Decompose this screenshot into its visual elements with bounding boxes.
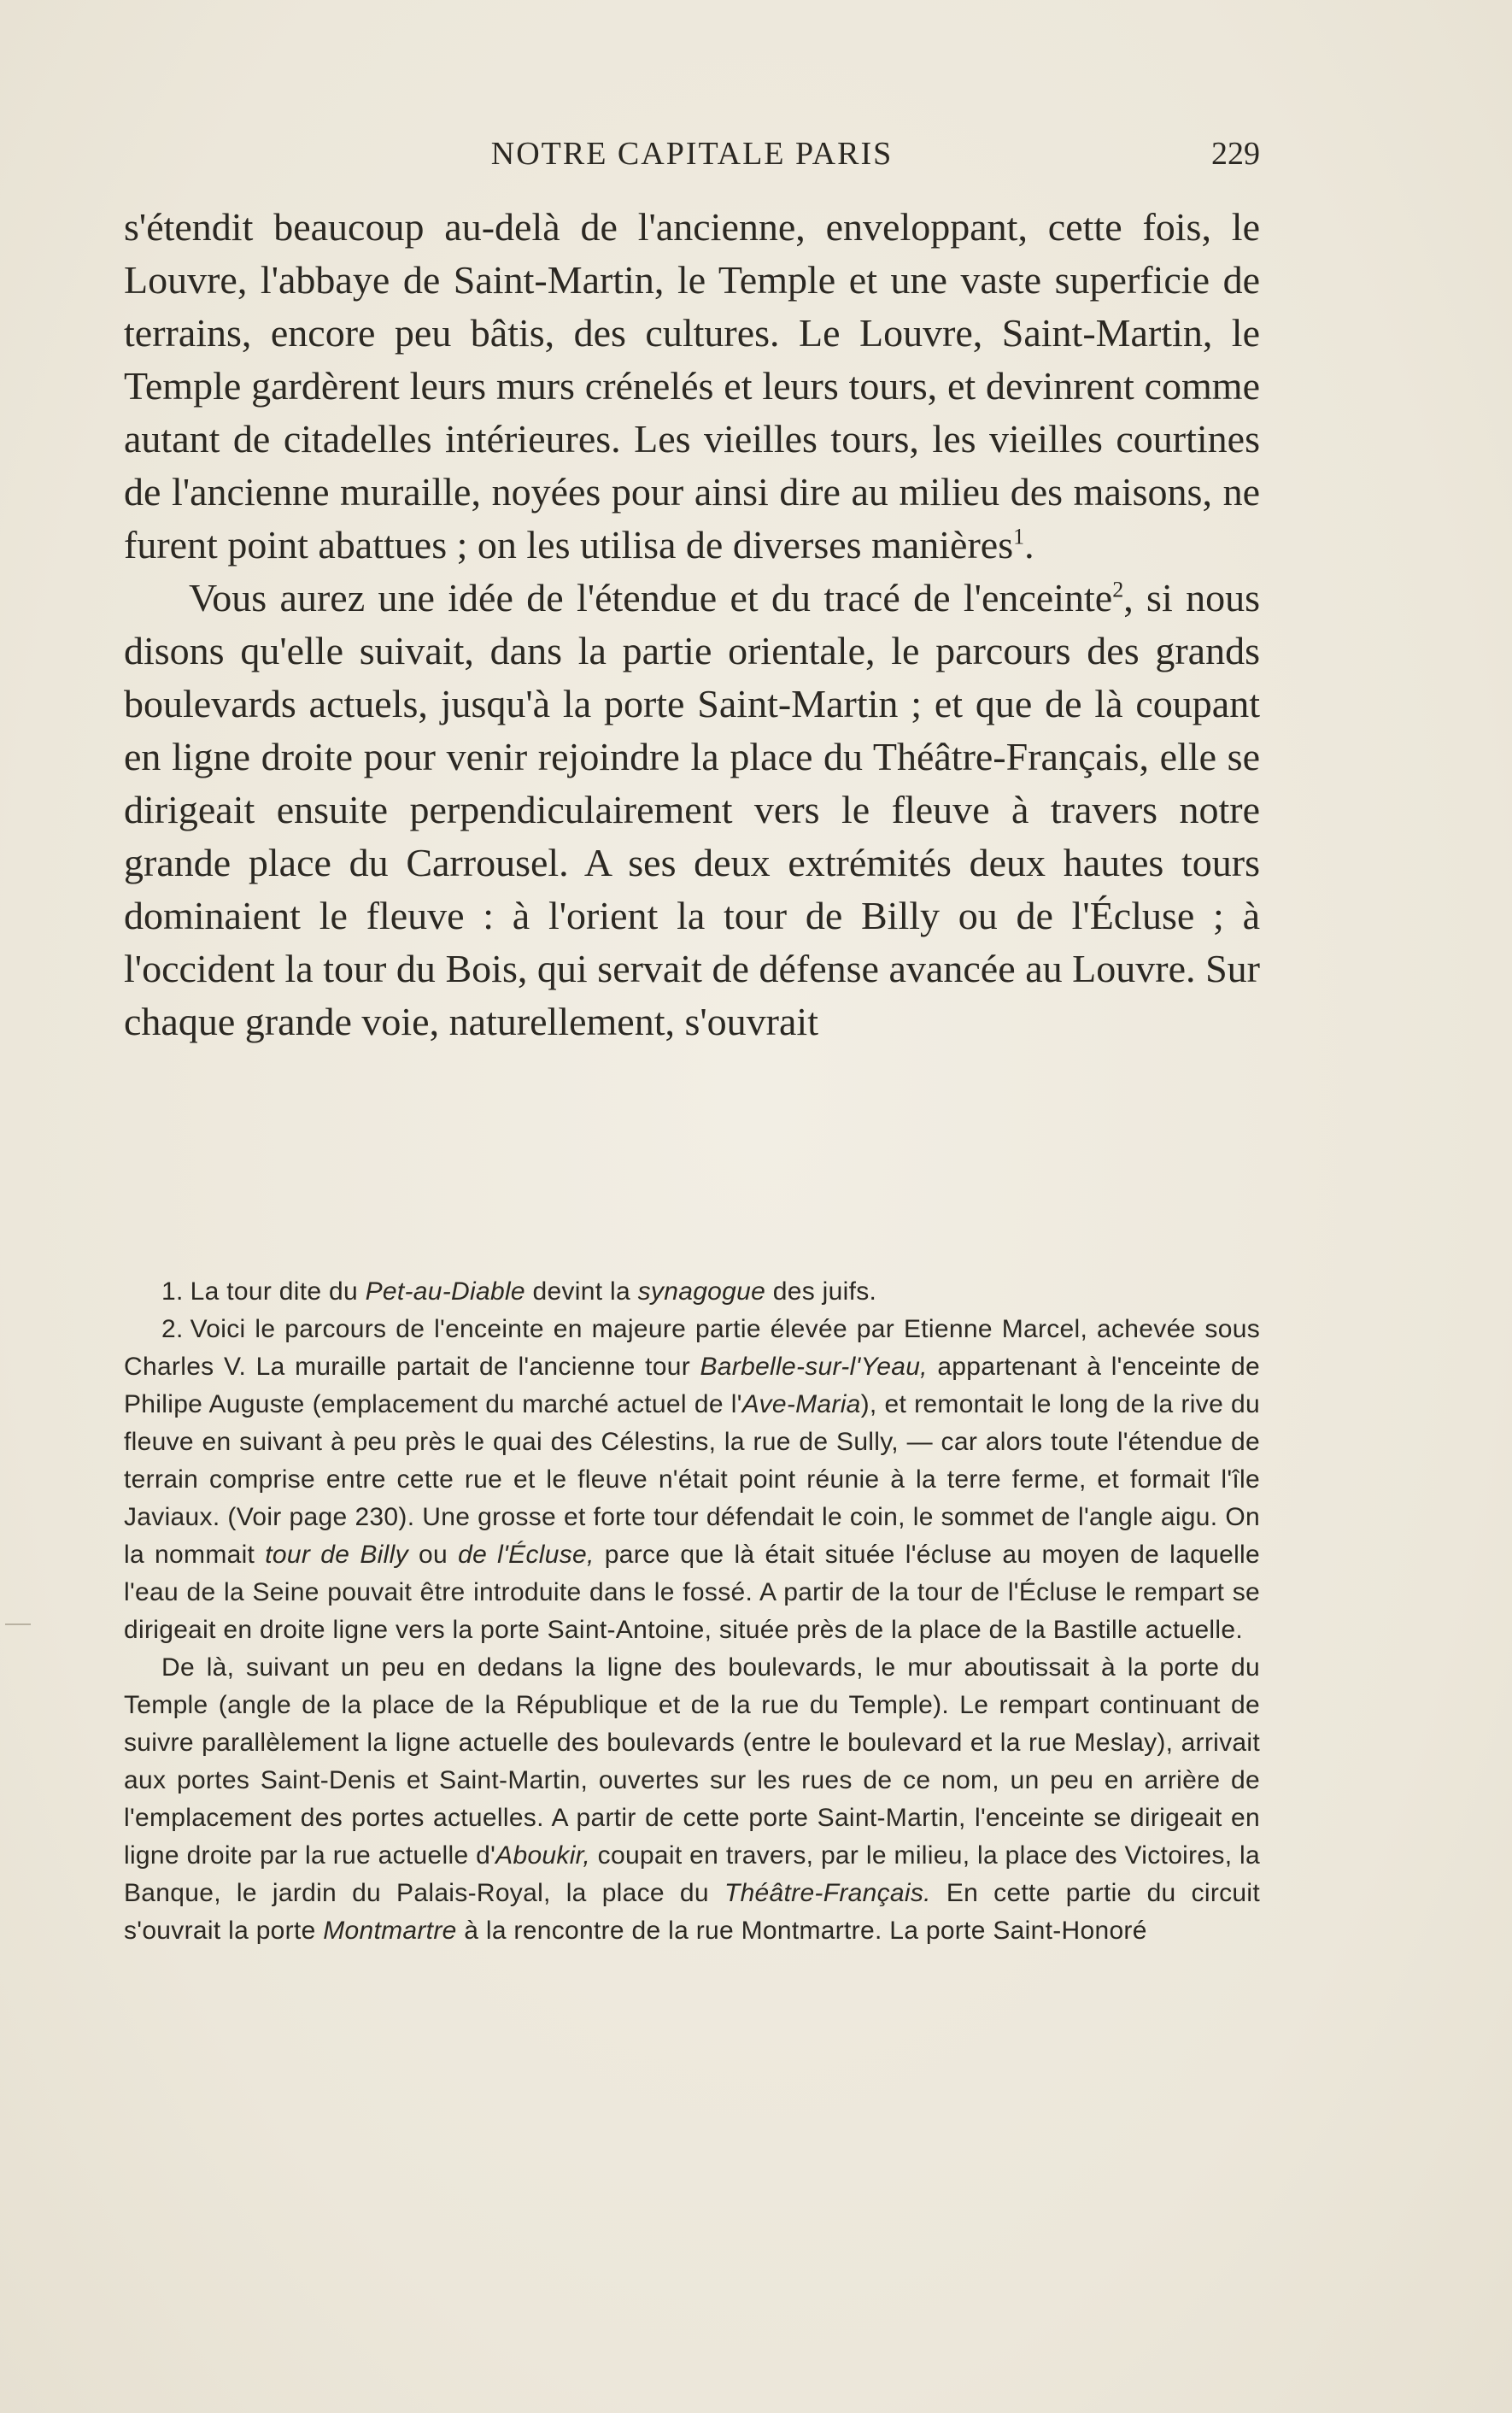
main-text xyxy=(124,201,1260,1048)
footnote-2-cont-text: En cette partie du circuit s'ouvrait la porte xyxy=(124,1879,1261,1945)
page-number: 229 xyxy=(1211,136,1260,172)
footnote-2-italic: Barbelle-sur-l'Yeau, xyxy=(700,1353,928,1381)
footnote-2-italic: de l'Écluse, xyxy=(458,1541,595,1569)
footnote-1 xyxy=(124,1273,1260,1311)
footnote-2-italic: tour de Billy xyxy=(265,1541,408,1569)
footnote-2-text: Voici le parcours de l'enceinte en majeure partie élevée par Etienne Marcel, achevée sous Charles V. La muraille partait de l'ancienne tour xyxy=(124,1315,1260,1381)
footnote-1-italic: Pet-au-Diable xyxy=(365,1277,525,1306)
footnote-2-text: parce que là était située l'écluse au moyen de laquelle l'eau de la Seine pouvait être introduite dans le fossé. A partir de la tour de l'Écluse le rempart se dirigeait en droite ligne vers la porte Saint-Antoine, située près de la place de la Bastille actuelle. xyxy=(124,1541,1260,1644)
margin-mark xyxy=(5,1623,31,1625)
footnote-2-cont-italic: Aboukir, xyxy=(495,1841,590,1870)
footnote-2-text: ou xyxy=(407,1541,459,1569)
footnote-2-cont-italic: Théâtre-Français. xyxy=(724,1879,931,1907)
footnote-1-text: devint la xyxy=(525,1277,638,1306)
running-title: NOTRE CAPITALE PARIS xyxy=(490,136,894,172)
footnote-2-italic: Ave-Maria xyxy=(741,1390,861,1418)
footnote-2-marker: 2. xyxy=(161,1315,184,1343)
footnote-2-text: ), et remontait le long de la rive du fleuve en suivant à peu près le quai des Célestins, la rue de Sully, — car alors toute l'étendue de terrain comprise entre cette rue et le fleuve n'était point réunie à la terre ferme, et formait l'île Javiaux. (Voir page 230). Une grosse et forte tour défendait le coin, le sommet de l'angle aigu. On la nommait xyxy=(124,1390,1260,1569)
footnote-2-text: appartenant à l'enceinte de Philipe Auguste (emplacement du marché actuel de l' xyxy=(124,1353,1260,1418)
footnotes xyxy=(124,1273,1260,1950)
paragraph-1-end: . xyxy=(1024,523,1034,567)
paragraph-1 xyxy=(124,201,1260,572)
paragraph-2 xyxy=(124,572,1260,1048)
page-header xyxy=(124,135,1260,178)
footnote-ref-1: 1 xyxy=(1013,524,1025,549)
paragraph-2-text-start: Vous aurez une idée de l'étendue et du tracé de l'enceinte xyxy=(189,576,1113,619)
footnote-2 xyxy=(124,1311,1260,1649)
footnote-2-cont-italic: Montmartre xyxy=(323,1917,457,1945)
footnote-1-text: La tour dite du xyxy=(190,1277,366,1306)
footnote-2-continuation xyxy=(124,1649,1260,1950)
paragraph-1-text: s'étendit beaucoup au-delà de l'ancienne, enveloppant, cette fois, le Louvre, l'abbaye de Saint-Martin, le Temple et une vaste superficie de terrains, encore peu bâtis, des cultures. Le Louvre, Saint-Martin, le Temple gardèrent leurs murs crénelés et leurs tours, et devinrent comme autant de citadelles intérieures. Les vieilles tours, les vieilles courtines de l'ancienne muraille, noyées pour ainsi dire au milieu des maisons, ne furent point abattues ; on les utilisa de diverses manières xyxy=(124,205,1260,567)
footnote-ref-2: 2 xyxy=(1112,577,1124,602)
footnote-2-cont-text: à la rencontre de la rue Montmartre. La porte Saint-Honoré xyxy=(456,1917,1147,1945)
footnote-1-text: des juifs. xyxy=(765,1277,877,1306)
footnote-1-marker: 1. xyxy=(161,1277,184,1306)
paragraph-2-text-rest: , si nous disons qu'elle suivait, dans la partie orientale, le parcours des grands boulevards actuels, jusqu'à la porte Saint-Martin ; et que de là coupant en ligne droite pour venir rejoindre la place du Théâtre-Français, elle se dirigeait ensuite perpendiculairement vers le fleuve à travers notre grande place du Carrousel. A ses deux extrémités deux hautes tours dominaient le fleuve : à l'orient la tour de Billy ou de l'Écluse ; à l'occident la tour du Bois, qui servait de défense avancée au Louvre. Sur chaque grande voie, naturellement, s'ouvrait xyxy=(124,576,1260,1043)
footnote-1-italic: synagogue xyxy=(637,1277,766,1306)
footnote-2-cont-text: coupait en travers, par le milieu, la place des Victoires, la Banque, le jardin du Palais-Royal, la place du xyxy=(124,1841,1260,1907)
footnote-2-cont-text: De là, suivant un peu en dedans la ligne des boulevards, le mur aboutissait à la porte du Temple (angle de la place de la République et de la rue du Temple). Le rempart continuant de suivre parallèlement la ligne actuelle des boulevards (entre le boulevard et la rue Meslay), arrivait aux portes Saint-Denis et Saint-Martin, ouvertes sur les rues de ce nom, un peu en arrière de l'emplacement des portes actuelles. A partir de cette porte Saint-Martin, l'enceinte se dirigeait en ligne droite par la rue actuelle d' xyxy=(124,1653,1260,1870)
